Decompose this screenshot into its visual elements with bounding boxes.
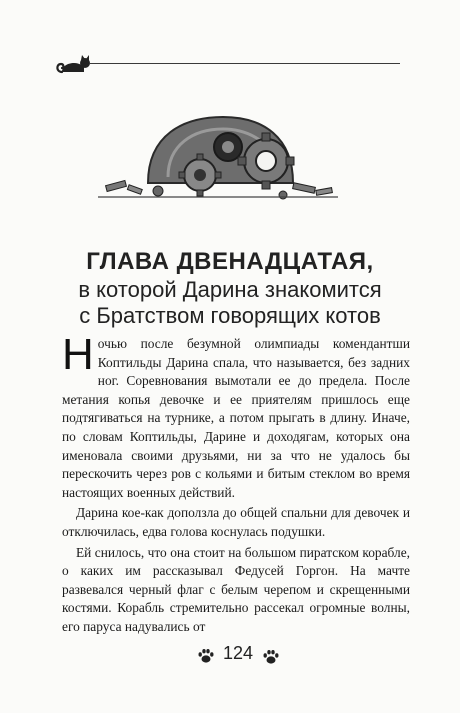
paragraph-1: [62, 330, 410, 502]
chapter-subtitle-line1: в которой Дарина знакомится: [78, 277, 382, 302]
page-footer: [0, 640, 460, 670]
header-rule: [90, 63, 400, 64]
paragraph-3: Ей снилось, что она стоит на большом пиратском корабле, о каких им рассказывал Федусей Горгон. На мачте развевался черный флаг с белым черепом и скрещенными костями. Корабль стремительно рассекал огромные волны, его паруса надувались от: [62, 544, 410, 634]
chapter-heading: [30, 247, 430, 329]
mechanical-gears-illustration: [88, 105, 348, 205]
page-header: [0, 0, 460, 90]
paragraph-1-text: очью после безумной олимпиады комендантши Коптильды Дарина спала, что называется, без задних ног. Соревнования вымотали ее до предела. После метания копья девочке и ее приятелям пришлось еще подтягиваться на турнике, а потом прыгать в длину. Иначе, по словам Коптильды, Дарине и доходягам, которых она именовала своими друзьями, ни за что не удалось бы перескочить через ров с кольями и битым стеклом во время настоящих военных действий.: [62, 336, 410, 500]
chapter-body: [62, 330, 410, 639]
paw-print-icon: [262, 649, 280, 665]
chapter-subtitle-line2: с Братством говорящих котов: [79, 303, 381, 328]
paw-print-icon: [197, 648, 215, 664]
drop-cap: Н: [62, 330, 94, 379]
cat-silhouette-icon: [54, 42, 94, 80]
chapter-title: ГЛАВА ДВЕНАДЦАТАЯ,: [86, 248, 374, 275]
paragraph-2: Дарина кое-как доползла до общей спальни для девочек и отключилась, едва голова коснулась подушки.: [62, 505, 410, 539]
page-number: 124: [222, 643, 254, 663]
